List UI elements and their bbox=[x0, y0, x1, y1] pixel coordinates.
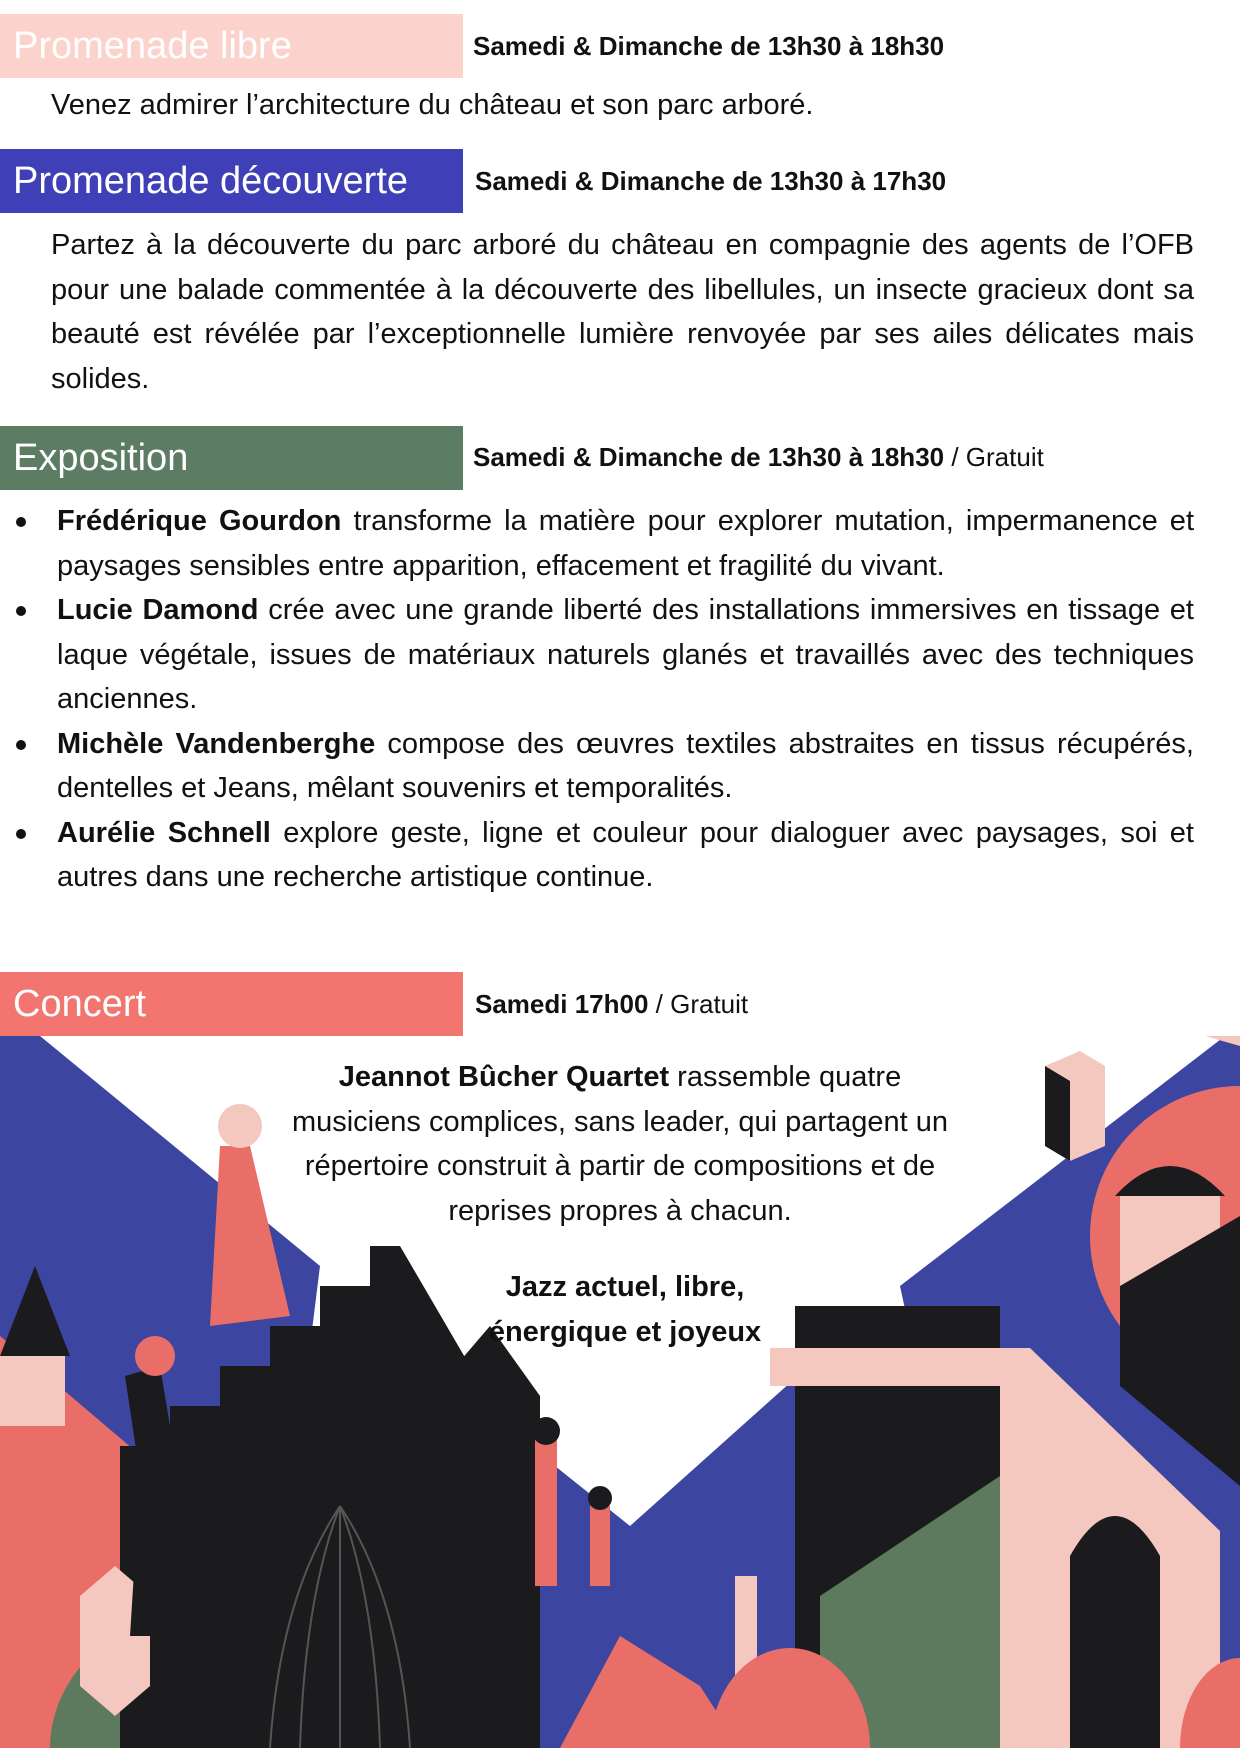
artist-list bbox=[0, 499, 1194, 900]
promenade-libre-banner bbox=[0, 14, 463, 78]
artist-description: transforme la matière pour explorer mutation, impermanence et paysages sensibles entre apparition, effacement et fragilité du vivant. bbox=[57, 505, 1194, 582]
exposition-price: / Gratuit bbox=[944, 442, 1044, 472]
artist-name: Michèle Vandenberghe bbox=[57, 727, 376, 760]
small-child-head bbox=[588, 1486, 612, 1510]
artist-description: crée avec une grande liberté des installations immersives en tissage et laque végétale, issues de matériaux naturels glanés et travaillés avec des techniques anciennes. bbox=[57, 594, 1194, 715]
concert-banner bbox=[0, 972, 463, 1036]
promenade-libre-title: Promenade libre bbox=[13, 25, 292, 67]
promenade-decouverte-description: Partez à la découverte du parc arboré du château en compagnie des agents de l’OFB pour une balade commentée à la découverte des libellules, un insecte gracieux dont sa beauté est révélée par l’exceptionnelle lumière renvoyée par ses ailes délicates mais solides. bbox=[51, 229, 1194, 395]
promenade-libre-schedule bbox=[473, 31, 944, 61]
artist-item bbox=[0, 499, 1194, 588]
artist-name: Lucie Damond bbox=[57, 594, 259, 626]
artist-item bbox=[0, 722, 1194, 811]
arch-doorway bbox=[1070, 1516, 1160, 1748]
tagline-line-1: Jazz actuel, libre, bbox=[505, 1271, 745, 1303]
artist-item bbox=[0, 811, 1194, 900]
artist-item bbox=[0, 588, 1194, 722]
artist-name: Aurélie Schnell bbox=[57, 816, 271, 849]
concert-schedule bbox=[475, 989, 748, 1019]
artist-name: Frédérique Gourdon bbox=[57, 505, 342, 537]
promenade-libre-description: Venez admirer l’architecture du château et son parc arboré. bbox=[51, 89, 814, 121]
promenade-decouverte-banner bbox=[0, 149, 463, 213]
promenade-decouverte-hours: Samedi & Dimanche de 13h30 à 17h30 bbox=[475, 166, 947, 196]
artist-description: explore geste, ligne et couleur pour dialoguer avec paysages, soi et autres dans une recherche artistique continue. bbox=[57, 816, 1194, 893]
bullet-icon bbox=[16, 829, 26, 839]
concert-tagline bbox=[420, 1265, 830, 1354]
tagline-line-2: énergique et joyeux bbox=[488, 1315, 762, 1348]
band-name: Jeannot Bûcher Quartet bbox=[338, 1061, 670, 1093]
bullet-icon bbox=[16, 517, 26, 527]
band-description: rassemble quatre musiciens complices, sans leader, qui partagent un répertoire construit à partir de compositions et de reprises propres à chacun. bbox=[291, 1061, 949, 1227]
figure-woman-head bbox=[218, 1104, 262, 1148]
bullet-icon bbox=[16, 740, 26, 750]
concert-price: / Gratuit bbox=[648, 989, 749, 1019]
exposition-banner bbox=[0, 426, 463, 490]
promenade-decouverte-title: Promenade découverte bbox=[13, 160, 409, 202]
promenade-decouverte-schedule bbox=[475, 166, 946, 196]
exposition-hours: Samedi & Dimanche de 13h30 à 18h30 bbox=[473, 442, 945, 472]
exposition-schedule bbox=[473, 442, 1044, 472]
central-tower bbox=[430, 1326, 540, 1748]
small-adult bbox=[535, 1436, 557, 1586]
small-adult-head bbox=[532, 1417, 560, 1445]
figure-man-head bbox=[135, 1336, 175, 1376]
exposition-title: Exposition bbox=[13, 437, 189, 479]
floating-crystal-shade bbox=[1045, 1066, 1070, 1161]
bullet-icon bbox=[16, 606, 26, 616]
tower-left bbox=[0, 1356, 65, 1426]
concert-description bbox=[290, 1055, 950, 1233]
small-child bbox=[590, 1506, 610, 1586]
concert-title: Concert bbox=[13, 983, 147, 1025]
artist-description: compose des œuvres textiles abstraites en tissus récupérés, dentelles et Jeans, mêlant souvenirs et temporalités. bbox=[57, 727, 1194, 804]
promenade-libre-hours: Samedi & Dimanche de 13h30 à 18h30 bbox=[473, 31, 945, 61]
concert-hours: Samedi 17h00 bbox=[475, 989, 649, 1019]
